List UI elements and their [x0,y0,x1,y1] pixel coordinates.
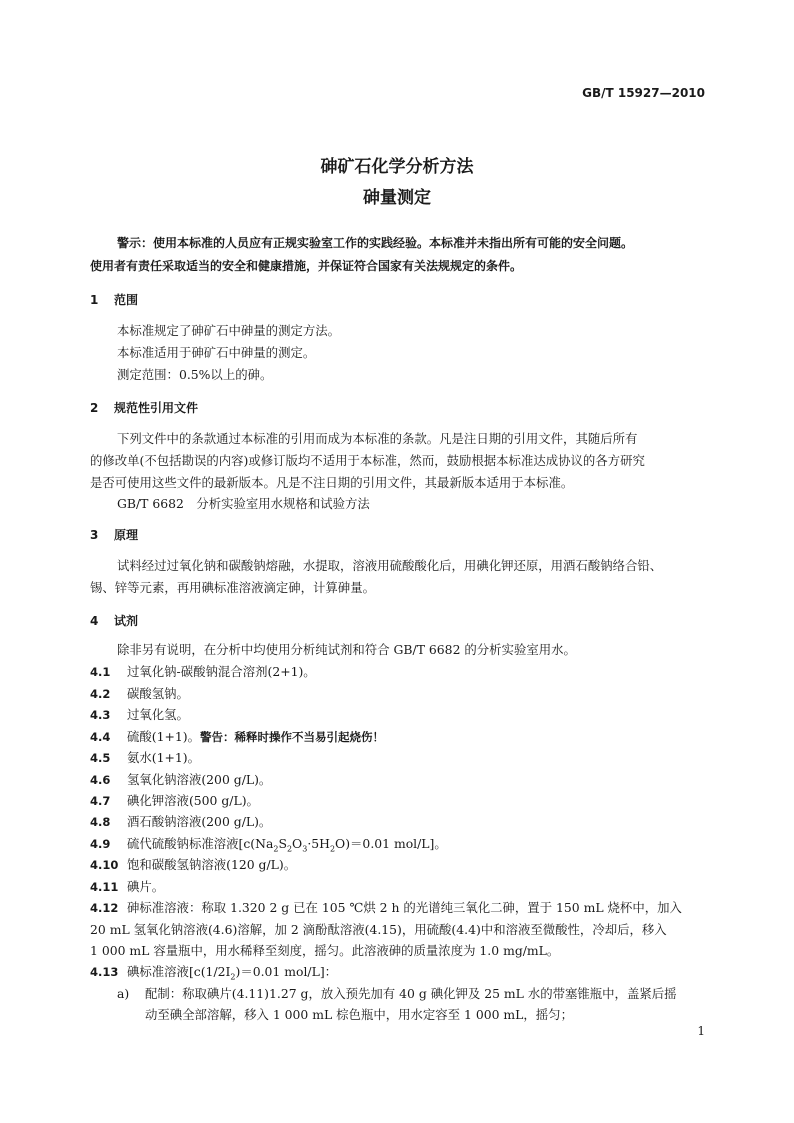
item-number: 4.8 [90,815,111,829]
item-number: 4.1 [90,665,111,679]
reagent-item [90,662,316,682]
section-title: 试剂 [114,614,139,628]
warning-line-1: 警示：使用本标准的人员应有正规实验室工作的实践经验。本标准并未指出所有可能的安全问题。 [117,236,634,250]
sub-item-text: 动至碘全部溶解，移入 1 000 mL 棕色瓶中，用水定容至 1 000 mL，摇匀； [145,1007,573,1022]
standard-number: GB/T 15927—2010 [582,86,705,100]
item-text: 过氧化氢。 [127,707,189,722]
sub-item-text: 配制：称取碘片(4.11)1.27 g，放入预先加有 40 g 碘化钾及 25 mL 水的带塞锥瓶中，盖紧后摇 [145,986,677,1001]
document-title: 砷矿石化学分析方法 [320,157,474,177]
paragraph-line: 下列文件中的条款通过本标准的引用而成为本标准的条款。凡是注日期的引用文件，其随后所有 [117,431,638,446]
subscript: 2 [230,972,236,982]
reagent-item [90,705,189,725]
reagent-item [90,684,189,704]
section-title: 规范性引用文件 [114,401,199,415]
section-number: 4 [90,614,99,628]
item-text: 酒石酸钠溶液(200 g/L)。 [127,814,272,829]
reagent-item [90,791,259,811]
item-number: 4.5 [90,751,111,765]
warning-line-2: 使用者有责任采取适当的安全和健康措施，并保证符合国家有关法规规定的条件。 [90,259,523,273]
formula-part: S [278,836,287,851]
section-number: 1 [90,293,99,307]
subscript: 3 [302,844,308,854]
reagent-item [90,898,682,918]
formula-part: O)＝0.01 mol/L]。 [335,836,447,851]
reagent-item [90,727,384,747]
formula-part: )＝0.01 mol/L]： [235,964,338,979]
sub-item-label: a) [117,986,130,1001]
reagent-item [90,770,271,790]
reagent-item [90,877,164,897]
item-text: 硫酸(1+1)。 [127,729,200,744]
section-4-heading [90,611,138,631]
paragraph-line: 锡、锌等元素，再用碘标准溶液滴定砷，计算砷量。 [90,580,375,595]
item-text: 碳酸氢钠。 [127,686,189,701]
section-number: 2 [90,401,99,415]
item-text: 过氧化钠-碳酸钠混合溶剂(2+1)。 [127,664,316,679]
item-number: 4.10 [90,858,119,872]
normative-reference: GB/T 6682 分析实验室用水规格和试验方法 [117,496,370,511]
formula-part: 硫代硫酸钠标准溶液[c(Na [127,836,274,851]
paragraph: 本标准规定了砷矿石中砷量的测定方法。 [117,323,341,338]
item-text: 碘化钾溶液(500 g/L)。 [127,793,259,808]
item-number: 4.11 [90,880,119,894]
item-number: 4.3 [90,708,111,722]
paragraph-line: 的修改单(不包括勘误的内容)或修订版均不适用于本标准，然而，鼓励根据本标准达成协议的各方研究 [90,453,645,468]
paragraph: 本标准适用于砷矿石中砷量的测定。 [117,345,316,360]
reagent-item [90,748,200,768]
item-text: 氢氧化钠溶液(200 g/L)。 [127,772,272,787]
paragraph-line: 试料经过过氧化钠和碳酸钠熔融，水提取，溶液用硫酸酸化后，用碘化钾还原，用酒石酸钠络合铅、 [117,558,663,573]
subscript: 2 [286,844,293,854]
item-text: 砷标准溶液：称取 1.320 2 g 已在 105 ℃烘 2 h 的光谱纯三氧化二砷，置于 150 mL 烧杯中，加入 [127,900,682,915]
item-number: 4.12 [90,901,119,915]
warning-text: 警告：稀释时操作不当易引起烧伤！ [200,730,384,744]
item-number: 4.2 [90,687,111,701]
formula-part: ·5H [307,836,330,851]
paragraph: 测定范围：0.5%以上的砷。 [117,367,273,382]
section-title: 范围 [114,293,139,307]
section-3-heading [90,525,138,545]
subscript: 2 [273,844,279,854]
formula-part: 碘标准溶液[c(1/2I [127,964,231,979]
reagent-item [90,855,296,875]
page-number: 1 [697,1024,705,1038]
paragraph-line: 1 000 mL 容量瓶中，用水稀释至刻度，摇匀。此溶液砷的质量浓度为 1.0 mg/mL。 [90,943,560,958]
section-title: 原理 [114,528,139,542]
section-1-heading [90,290,138,310]
item-text: 氨水(1+1)。 [127,750,200,765]
item-number: 4.7 [90,794,111,808]
item-number: 4.6 [90,773,111,787]
subscript: 2 [329,844,336,854]
paragraph: 除非另有说明，在分析中均使用分析纯试剂和符合 GB/T 6682 的分析实验室用水。 [117,642,576,657]
item-number: 4.4 [90,730,111,744]
section-2-heading [90,398,198,418]
item-text: 碘片。 [127,879,165,894]
formula-part: O [292,836,303,851]
item-text: 饱和碳酸氢钠溶液(120 g/L)。 [127,857,297,872]
item-number: 4.9 [90,837,111,851]
document-subtitle: 砷量测定 [363,188,431,208]
paragraph-line: 是否可使用这些文件的最新版本。凡是不注日期的引用文件，其最新版本适用于本标准。 [90,475,574,490]
item-number: 4.13 [90,965,119,979]
paragraph-line: 20 mL 氢氧化钠溶液(4.6)溶解，加 2 滴酚酞溶液(4.15)，用硫酸(4.4)中和溶液至微酸性，冷却后，移入 [90,922,667,937]
section-number: 3 [90,528,99,542]
reagent-item [90,812,271,832]
